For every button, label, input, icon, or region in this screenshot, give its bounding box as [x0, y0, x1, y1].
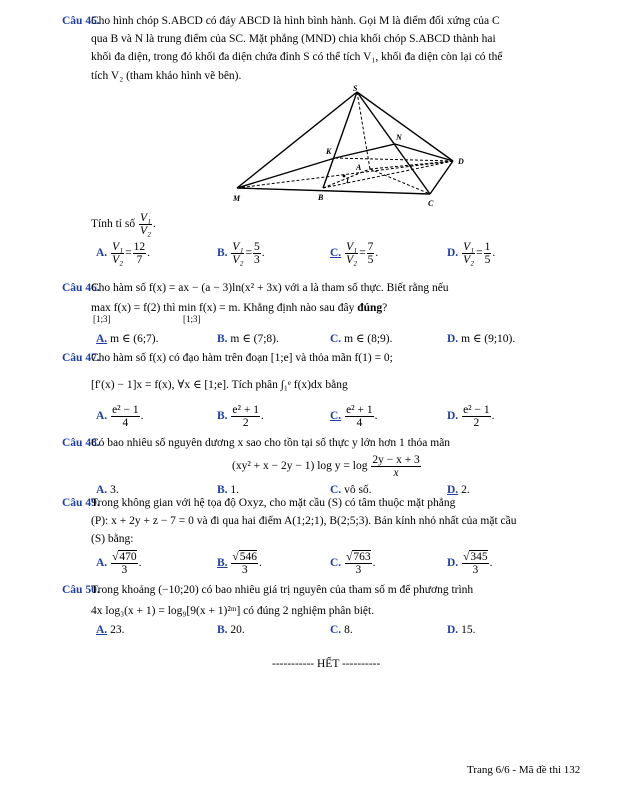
- q50-text-line2: 4x log₃(x + 1) = log₉[9(x + 1)²ᵐ] có đúng 2 nghiệm phân biệt.: [91, 605, 375, 617]
- q47-number: Câu 47.: [62, 352, 100, 364]
- q45-ask: Tính tỉ số $\frac{\text{V₁}}{\text{V₂}}$ .: [91, 212, 156, 238]
- label-d: D: [458, 157, 464, 166]
- q50-option-c[interactable]: C. 8.: [330, 624, 353, 636]
- q50-text-line1: Trong khoảng (−10;20) có bao nhiêu giá trị nguyên của tham số m để phương trình: [91, 584, 474, 596]
- q45-text-line4: tích V₂ (tham khảo hình vẽ bên).: [91, 70, 242, 82]
- edge-kd: [335, 158, 453, 161]
- q50-number: Câu 50.: [62, 584, 100, 596]
- label-b: B: [318, 193, 324, 202]
- q46-text-line2: max f(x) = f(2) thì min f(x) = m. Khẳng định nào sau đây đúng?: [91, 302, 388, 314]
- edge-sa: [357, 92, 370, 169]
- q46-option-c[interactable]: C. m ∈ (8;9).: [330, 333, 393, 345]
- pyramid-figure: [225, 84, 475, 208]
- page-footer: Trang 6/6 - Mã đề thi 132: [467, 764, 581, 776]
- q48-equation: (xy² + x − 2y − 1) log y = log $\frac{2y - x + 3}{x}$: [232, 454, 420, 480]
- q47-option-a[interactable]: A. $\frac{\text{e² − 1}}{4}$ .: [96, 404, 144, 430]
- q49-option-a[interactable]: A. $\frac{√470}{3}$ .: [96, 551, 142, 577]
- q46-option-d[interactable]: D. m ∈ (9;10).: [447, 333, 516, 345]
- q48-option-d[interactable]: D. 2.: [447, 484, 470, 496]
- q47-option-b[interactable]: B. $\frac{\text{e² + 1}}{2}$ .: [217, 404, 264, 430]
- label-m: M: [233, 194, 241, 203]
- edge-md: [237, 161, 453, 188]
- q46-min-subscript: [1;3]: [183, 314, 201, 324]
- q48-number: Câu 48.: [62, 437, 100, 449]
- edge-sd: [357, 92, 453, 161]
- label-n: N: [396, 133, 402, 142]
- q47-option-d[interactable]: D. $\frac{\text{e² − 1}}{2}$ .: [447, 404, 495, 430]
- point-i: [343, 175, 346, 178]
- q49-text-line3: (S) bằng:: [91, 533, 134, 545]
- q45-number: Câu 45.: [62, 15, 100, 27]
- q50-option-b[interactable]: B. 20.: [217, 624, 245, 636]
- label-a: A: [356, 163, 362, 172]
- label-s: S: [353, 84, 358, 93]
- label-i: I: [346, 176, 350, 185]
- q48-text-line1: Có bao nhiêu số nguyên dương x sao cho tồn tại số thực y lớn hơn 1 thỏa mãn: [91, 437, 451, 449]
- label-k: K: [326, 147, 332, 156]
- q47-text-line1: Cho hàm số f(x) có đạo hàm trên đoạn [1;e] và thỏa mãn f(1) = 0;: [91, 352, 393, 364]
- q47-option-c[interactable]: C. $\frac{\text{e² + 1}}{4}$ .: [330, 404, 378, 430]
- q45-option-d[interactable]: D. $\frac{\text{V₁}}{\text{V₂}}$ = $\frac{1}{5}$ .: [447, 241, 496, 267]
- q48-option-a[interactable]: A. 3.: [96, 484, 119, 496]
- q45-text-line2: qua B và N là trung điểm của SC. Mặt phẳng (MND) chia khối chóp S.ABCD thành hai: [91, 33, 496, 45]
- edge-mk: [237, 158, 335, 188]
- q50-option-a[interactable]: A. 23.: [96, 624, 125, 636]
- end-marker: ----------- HẾT ----------: [272, 658, 381, 670]
- q49-number: Câu 49.: [62, 497, 100, 509]
- q49-text-line1: Trong không gian với hệ tọa độ Oxyz, cho mặt cầu (S) có tâm thuộc mặt phẳng: [91, 497, 456, 509]
- q45-option-a[interactable]: A. $\frac{\text{V₁}}{\text{V₂}}$ = $\frac{12}{7}$ .: [96, 241, 150, 267]
- q47-text-line2: [f′(x) − 1]x = f(x), ∀x ∈ [1;e]. Tích phân ∫₁ᵉ f(x)dx bằng: [91, 379, 348, 391]
- q45-text-line3: khối đa diện, trong đó khối đa diện chứa đỉnh S có thể tích V₁, khối đa diện còn lại có thể: [91, 51, 503, 63]
- q48-option-c[interactable]: C. vô số.: [330, 484, 372, 496]
- q49-option-d[interactable]: D. $\frac{√345}{3}$ .: [447, 551, 493, 577]
- edge-sm: [237, 92, 357, 188]
- edge-mc: [237, 188, 430, 194]
- q46-text-line1: Cho hàm số f(x) = ax − (a − 3)ln(x² + 3x) với a là tham số thực. Biết rằng nếu: [91, 282, 449, 294]
- q49-option-b[interactable]: B. $\frac{√546}{3}$ .: [217, 551, 262, 577]
- label-c: C: [428, 199, 434, 208]
- q45-text-line1: Cho hình chóp S.ABCD có đáy ABCD là hình bình hành. Gọi M là điểm đối xứng của C: [91, 15, 500, 27]
- q49-option-c[interactable]: C. $\frac{√763}{3}$ .: [330, 551, 376, 577]
- q46-option-a[interactable]: A. m ∈ (6;7).: [96, 333, 159, 345]
- edge-kn: [335, 144, 395, 158]
- q46-number: Câu 46.: [62, 282, 100, 294]
- q48-option-b[interactable]: B. 1.: [217, 484, 240, 496]
- q49-text-line2: (P): x + 2y + z − 7 = 0 và đi qua hai điểm A(1;2;1), B(2;5;3). Bán kính nhỏ nhất của mặt cầu: [91, 515, 517, 527]
- q46-option-b[interactable]: B. m ∈ (7;8).: [217, 333, 279, 345]
- q50-option-d[interactable]: D. 15.: [447, 624, 476, 636]
- q45-option-b[interactable]: B. $\frac{\text{V₁}}{\text{V₂}}$ = $\frac{5}{3}$ .: [217, 241, 265, 267]
- edge-cd: [430, 161, 453, 194]
- q46-max-subscript: [1;3]: [93, 314, 111, 324]
- q45-option-c[interactable]: C. $\frac{\text{V₁}}{\text{V₂}}$ = $\frac{7}{5}$ .: [330, 241, 379, 267]
